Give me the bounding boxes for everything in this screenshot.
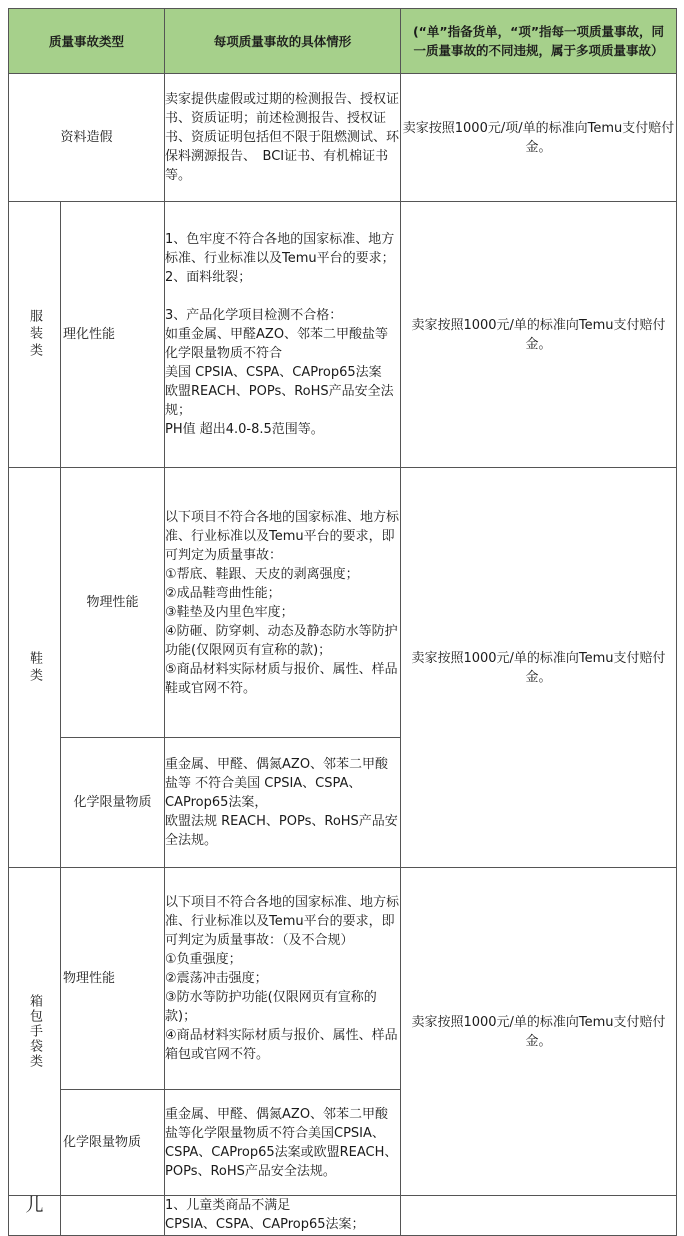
detail-bags-physical: 以下项目不符合各地的国家标准、地方标准、行业标准以及Temu平台的要求，即可判定为质量事故：（及不合规） ①负重强度； ②震荡冲击强度； ③防水等防护功能(仅限网页有宣称的款)； ④商品材料实际材质与报价、属性、样品箱包或官网不符。 xyxy=(165,895,400,1062)
header-penalty-note: (“单”指备货单，“项”指每一项质量事故，同一质量事故的不同违规，属于多项质量事故） xyxy=(401,9,677,74)
table-row-fake-documents xyxy=(9,74,677,202)
subcategory-kids xyxy=(61,1196,165,1236)
detail-fake-documents: 卖家提供虚假或过期的检测报告、授权证书、资质证明；前述检测报告、授权证书、资质证明包括但不限于阻燃测试、环保料溯源报告、 BCI证书、有机棉证书等。 xyxy=(165,92,400,183)
penalty-bags: 卖家按照1000元/单的标准向Temu支付赔付金。 xyxy=(401,868,677,1196)
category-fake-documents: 资料造假 xyxy=(9,74,165,202)
penalty-fake-documents: 卖家按照1000元/项/单的标准向Temu支付赔付金。 xyxy=(401,74,677,202)
penalty-shoes: 卖家按照1000元/单的标准向Temu支付赔付金。 xyxy=(401,468,677,868)
table-row-kids xyxy=(9,1196,677,1236)
detail-kids: 1、儿童类商品不满足 CPSIA、CSPA、CAProp65法案； xyxy=(165,1198,365,1232)
subcategory-bags-physical: 物理性能 xyxy=(61,868,165,1090)
detail-shoes-chemical: 重金属、甲醛、偶氮AZO、邻苯二甲酸盐等 不符合美国 CPSIA、CSPA、CAProp65法案， 欧盟法规 REACH、POPs、RoHS产品安全法规。 xyxy=(165,757,398,848)
table-row-shoes-physical xyxy=(9,468,677,738)
detail-bags-chemical: 重金属、甲醛、偶氮AZO、邻苯二甲酸盐等化学限量物质不符合美国CPSIA、CSPA、CAProp65法案或欧盟REACH、POPs、RoHS产品安全法规。 xyxy=(165,1106,398,1179)
subcategory-bags-chemical: 化学限量物质 xyxy=(61,1090,165,1196)
category-clothing: 服装类 xyxy=(9,202,61,468)
category-bags: 箱包手袋类 xyxy=(9,868,61,1196)
quality-incident-table xyxy=(8,8,677,1236)
header-row xyxy=(9,9,677,74)
penalty-clothing: 卖家按照1000元/单的标准向Temu支付赔付金。 xyxy=(401,202,677,468)
header-incident-type: 质量事故类型 xyxy=(9,9,165,74)
table-row-clothing xyxy=(9,202,677,468)
category-kids: 儿 xyxy=(9,1196,61,1236)
category-shoes: 鞋类 xyxy=(9,468,61,868)
table-row-bags-physical xyxy=(9,868,677,1090)
detail-shoes-physical: 以下项目不符合各地的国家标准、地方标准、行业标准以及Temu平台的要求，即可判定为质量事故： ①帮底、鞋跟、天皮的剥离强度； ②成品鞋弯曲性能； ③鞋垫及内里色牢度； ④防砸、防穿刺、动态及静态防水等防护功能(仅限网页有宣称的款)； ⑤商品材料实际材质与报价、属性、样品鞋或官网不符。 xyxy=(165,509,400,696)
subcategory-shoes-chemical: 化学限量物质 xyxy=(61,738,165,868)
subcategory-clothing-physchem: 理化性能 xyxy=(61,202,165,468)
detail-clothing: 1、色牢度不符合各地的国家标准、地方标准、行业标准以及Temu平台的要求； 2、面料纰裂； 3、产品化学项目检测不合格： 如重金属、甲醛AZO、邻苯二甲酸盐等化学限量物质不符合 美国 CPSIA、CSPA、CAProp65法案 欧盟REACH、POPs、RoHS产品安全法规； PH值 超出4.0-8.5范围等。 xyxy=(165,232,395,437)
subcategory-shoes-physical: 物理性能 xyxy=(61,468,165,738)
header-incident-detail: 每项质量事故的具体情形 xyxy=(165,9,401,74)
penalty-kids xyxy=(401,1196,677,1236)
